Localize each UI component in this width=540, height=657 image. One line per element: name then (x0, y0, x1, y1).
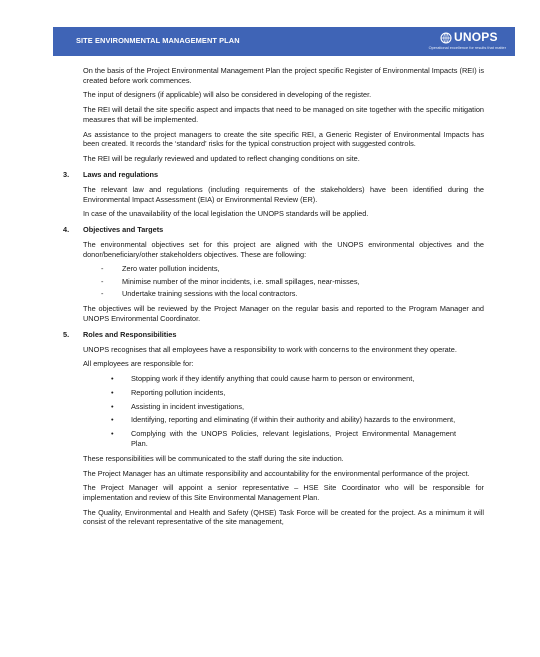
paragraph: The relevant law and regulations (including requirements of the stakeholders) have been identified during the Environmental Impact Assessment (EIA) or Environmental Review (ER). (83, 184, 484, 204)
document-title: SITE ENVIRONMENTAL MANAGEMENT PLAN (76, 36, 240, 45)
section-number: 3. (63, 169, 70, 179)
list-item (111, 374, 456, 384)
document-body (63, 66, 484, 532)
dash-marker: - (101, 264, 104, 274)
paragraph: UNOPS recognises that all employees have a responsibility to work with concerns to the environment they operate. (83, 344, 457, 354)
logo-tagline: Operational excellence for results that matter (428, 45, 506, 50)
section-heading-laws (63, 170, 484, 180)
bullet-marker: • (111, 401, 114, 411)
list-item (101, 264, 484, 274)
list-item-text: Minimise number of the minor incidents, i.e. small spillages, near-misses, (122, 276, 360, 286)
list-item-text: Undertake training sessions with the local contractors. (122, 289, 298, 299)
list-item-text: Complying with the UNOPS Policies, relevant legislations, Project Environmental Management Plan. (131, 429, 456, 449)
paragraph: All employees are responsible for: (83, 359, 194, 369)
logo-wordmark: UNOPS (454, 30, 498, 44)
list-item (111, 402, 456, 412)
paragraph: The Project Manager will appoint a senior representative – HSE Site Coordinator who will be responsible for implementation and review of this Site Environmental Management Plan. (83, 483, 484, 502)
paragraph: The Project Manager has an ultimate responsibility and accountability for the environmental performance of the project. (83, 468, 470, 478)
bullet-marker: • (111, 429, 114, 439)
list-item (111, 388, 456, 398)
section-title: Laws and regulations (83, 169, 159, 179)
paragraph: On the basis of the Project Environmental Management Plan the project specific Register of Environmental Impacts (REI) is created before work commences. (83, 66, 484, 85)
bullet-marker: • (111, 415, 114, 425)
list-item-text: Stopping work if they identify anything that could cause harm to person or environment, (131, 374, 415, 384)
paragraph: These responsibilities will be communicated to the staff during the site induction. (83, 453, 344, 463)
bullet-marker: • (111, 374, 114, 384)
dash-marker: - (101, 289, 104, 299)
list-item (111, 429, 456, 449)
dash-marker: - (101, 276, 104, 286)
list-item-text: Identifying, reporting and eliminating (if within their authority and ability) hazards to the environment, (131, 415, 456, 425)
section-heading-roles (63, 330, 484, 340)
section-number: 5. (63, 329, 70, 339)
paragraph: The REI will detail the site specific aspect and impacts that need to be managed on site together with the specific mitigation measures that will be implemented. (83, 105, 484, 124)
page-header-bar (53, 27, 515, 56)
section-title: Roles and Responsibilities (83, 329, 177, 339)
paragraph: In case of the unavailability of the local legislation the UNOPS standards will be applied. (83, 209, 369, 219)
section-title: Objectives and Targets (83, 225, 164, 235)
list-item (101, 277, 484, 287)
list-item-text: Zero water pollution incidents, (122, 264, 220, 274)
paragraph: The objectives will be reviewed by the Project Manager on the regular basis and reported to the Program Manager and UNOPS Environmental Coordinator. (83, 304, 484, 324)
unops-logo (396, 30, 506, 54)
list-item (101, 289, 484, 299)
paragraph: The input of designers (if applicable) will also be considered in developing of the register. (83, 90, 372, 100)
bullet-marker: • (111, 387, 114, 397)
un-emblem-icon (440, 32, 452, 44)
paragraph: As assistance to the project managers to create the site specific REI, a Generic Register of Environmental Impacts has been created. It records the ‘standard’ risks for the typical construction project with suggested controls. (83, 129, 484, 149)
responsibilities-list (63, 374, 456, 449)
paragraph: The environmental objectives set for this project are aligned with the UNOPS environmental objectives and the donor/beneficiary/other stakeholders objectives. These are following: (83, 239, 484, 259)
objectives-list (63, 264, 484, 299)
paragraph: The REI will be regularly reviewed and updated to reflect changing conditions on site. (83, 154, 360, 164)
paragraph: The Quality, Environmental and Health and Safety (QHSE) Task Force will be created for the project. As a minimum it will consist of the relevant representative of the site management, (83, 507, 484, 527)
section-number: 4. (63, 225, 70, 235)
list-item-text: Reporting pollution incidents, (131, 387, 226, 397)
list-item (111, 415, 456, 425)
list-item-text: Assisting in incident investigations, (131, 401, 245, 411)
section-heading-objectives (63, 225, 484, 235)
